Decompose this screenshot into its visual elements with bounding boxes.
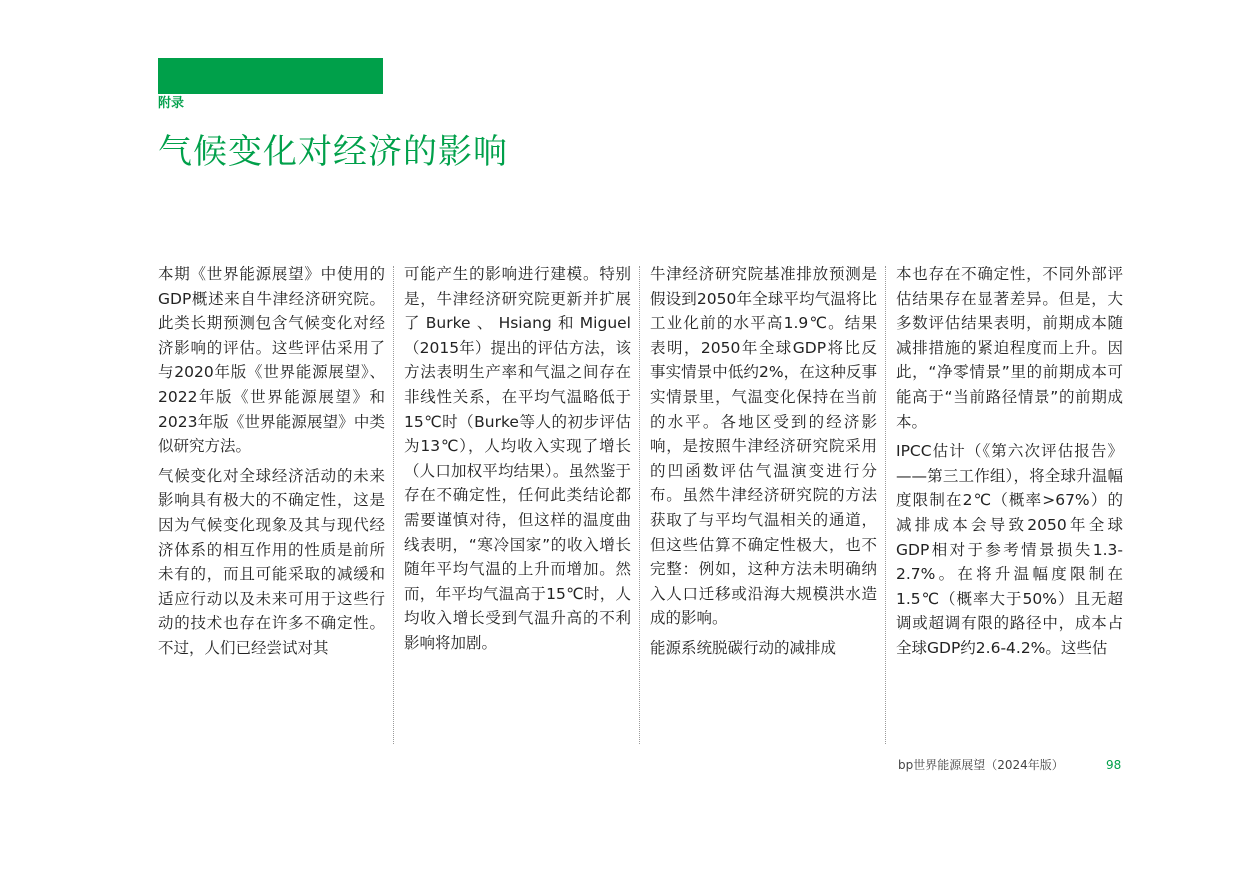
page-number: 98 [1106,758,1122,772]
paragraph: 本也存在不确定性，不同外部评估结果存在显著差异。但是，大多数评估结果表明，前期成本随减排措施的紧迫程度而上升。因此，“净零情景”里的前期成本可能高于“当前路径情景”的前期成本。 [896,265,1123,431]
paragraph: 可能产生的影响进行建模。特别是，牛津经济研究院更新并扩展了Burke、Hsiang和Miguel（2015年）提出的评估方法，该方法表明生产率和气温之间存在非线性关系，在平均气温略低于15℃时（Burke等人的初步评估为13℃），人均收入实现了增长（人口加权平均结果）。虽然鉴于存在不确定性，任何此类结论都需要谨慎对待，但这样的温度曲线表明，“寒冷国家”的收入增长随年平均气温的上升而增加。然而，年平均气温高于15℃时，人均收入增长受到气温升高的不利影响将加剧。 [404,265,631,652]
page-title: 气候变化对经济的影响 [158,132,508,172]
column-divider [393,266,394,744]
text-column-3 [650,262,877,742]
text-column-1 [158,262,385,742]
section-label: 附录 [158,96,185,111]
column-divider [885,266,886,744]
column-divider [639,266,640,744]
header-accent-bar [158,58,383,94]
body-columns [158,262,1128,742]
text-column-2 [404,262,631,742]
paragraph: IPCC估计（《第六次评估报告》——第三工作组），将全球升温幅度限制在2℃（概率>67%）的减排成本会导致2050年全球GDP相对于参考情景损失1.3-2.7%。在将升温幅度限制在1.5℃（概率大于50%）且无超调或超调有限的路径中，成本占全球GDP约2.6-4.2%。这些估 [896,442,1123,657]
paragraph: 本期《世界能源展望》中使用的GDP概述来自牛津经济研究院。此类长期预测包含气候变化对经济影响的评估。这些评估采用了与2020年版《世界能源展望》、2022年版《世界能源展望》和2023年版《世界能源展望》中类似研究方法。 [158,265,385,456]
footer-publication: bp世界能源展望（2024年版） [898,758,1064,772]
paragraph: 气候变化对全球经济活动的未来影响具有极大的不确定性，这是因为气候变化现象及其与现代经济体系的相互作用的性质是前所未有的，而且可能采取的减缓和适应行动以及未来可用于这些行动的技术也存在许多不确定性。不过，人们已经尝试对其 [158,466,385,657]
text-column-4 [896,262,1123,742]
paragraph: 能源系统脱碳行动的减排成 [650,638,837,657]
paragraph: 牛津经济研究院基准排放预测是假设到2050年全球平均气温将比工业化前的水平高1.9℃。结果表明，2050年全球GDP将比反事实情景中低约2%，在这种反事实情景里，气温变化保持在当前的水平。各地区受到的经济影响，是按照牛津经济研究院采用的凹函数评估气温演变进行分布。虽然牛津经济研究院的方法获取了与平均气温相关的通道，但这些估算不确定性极大，也不完整：例如，这种方法未明确纳入人口迁移或沿海大规模洪水造成的影响。 [650,265,877,628]
